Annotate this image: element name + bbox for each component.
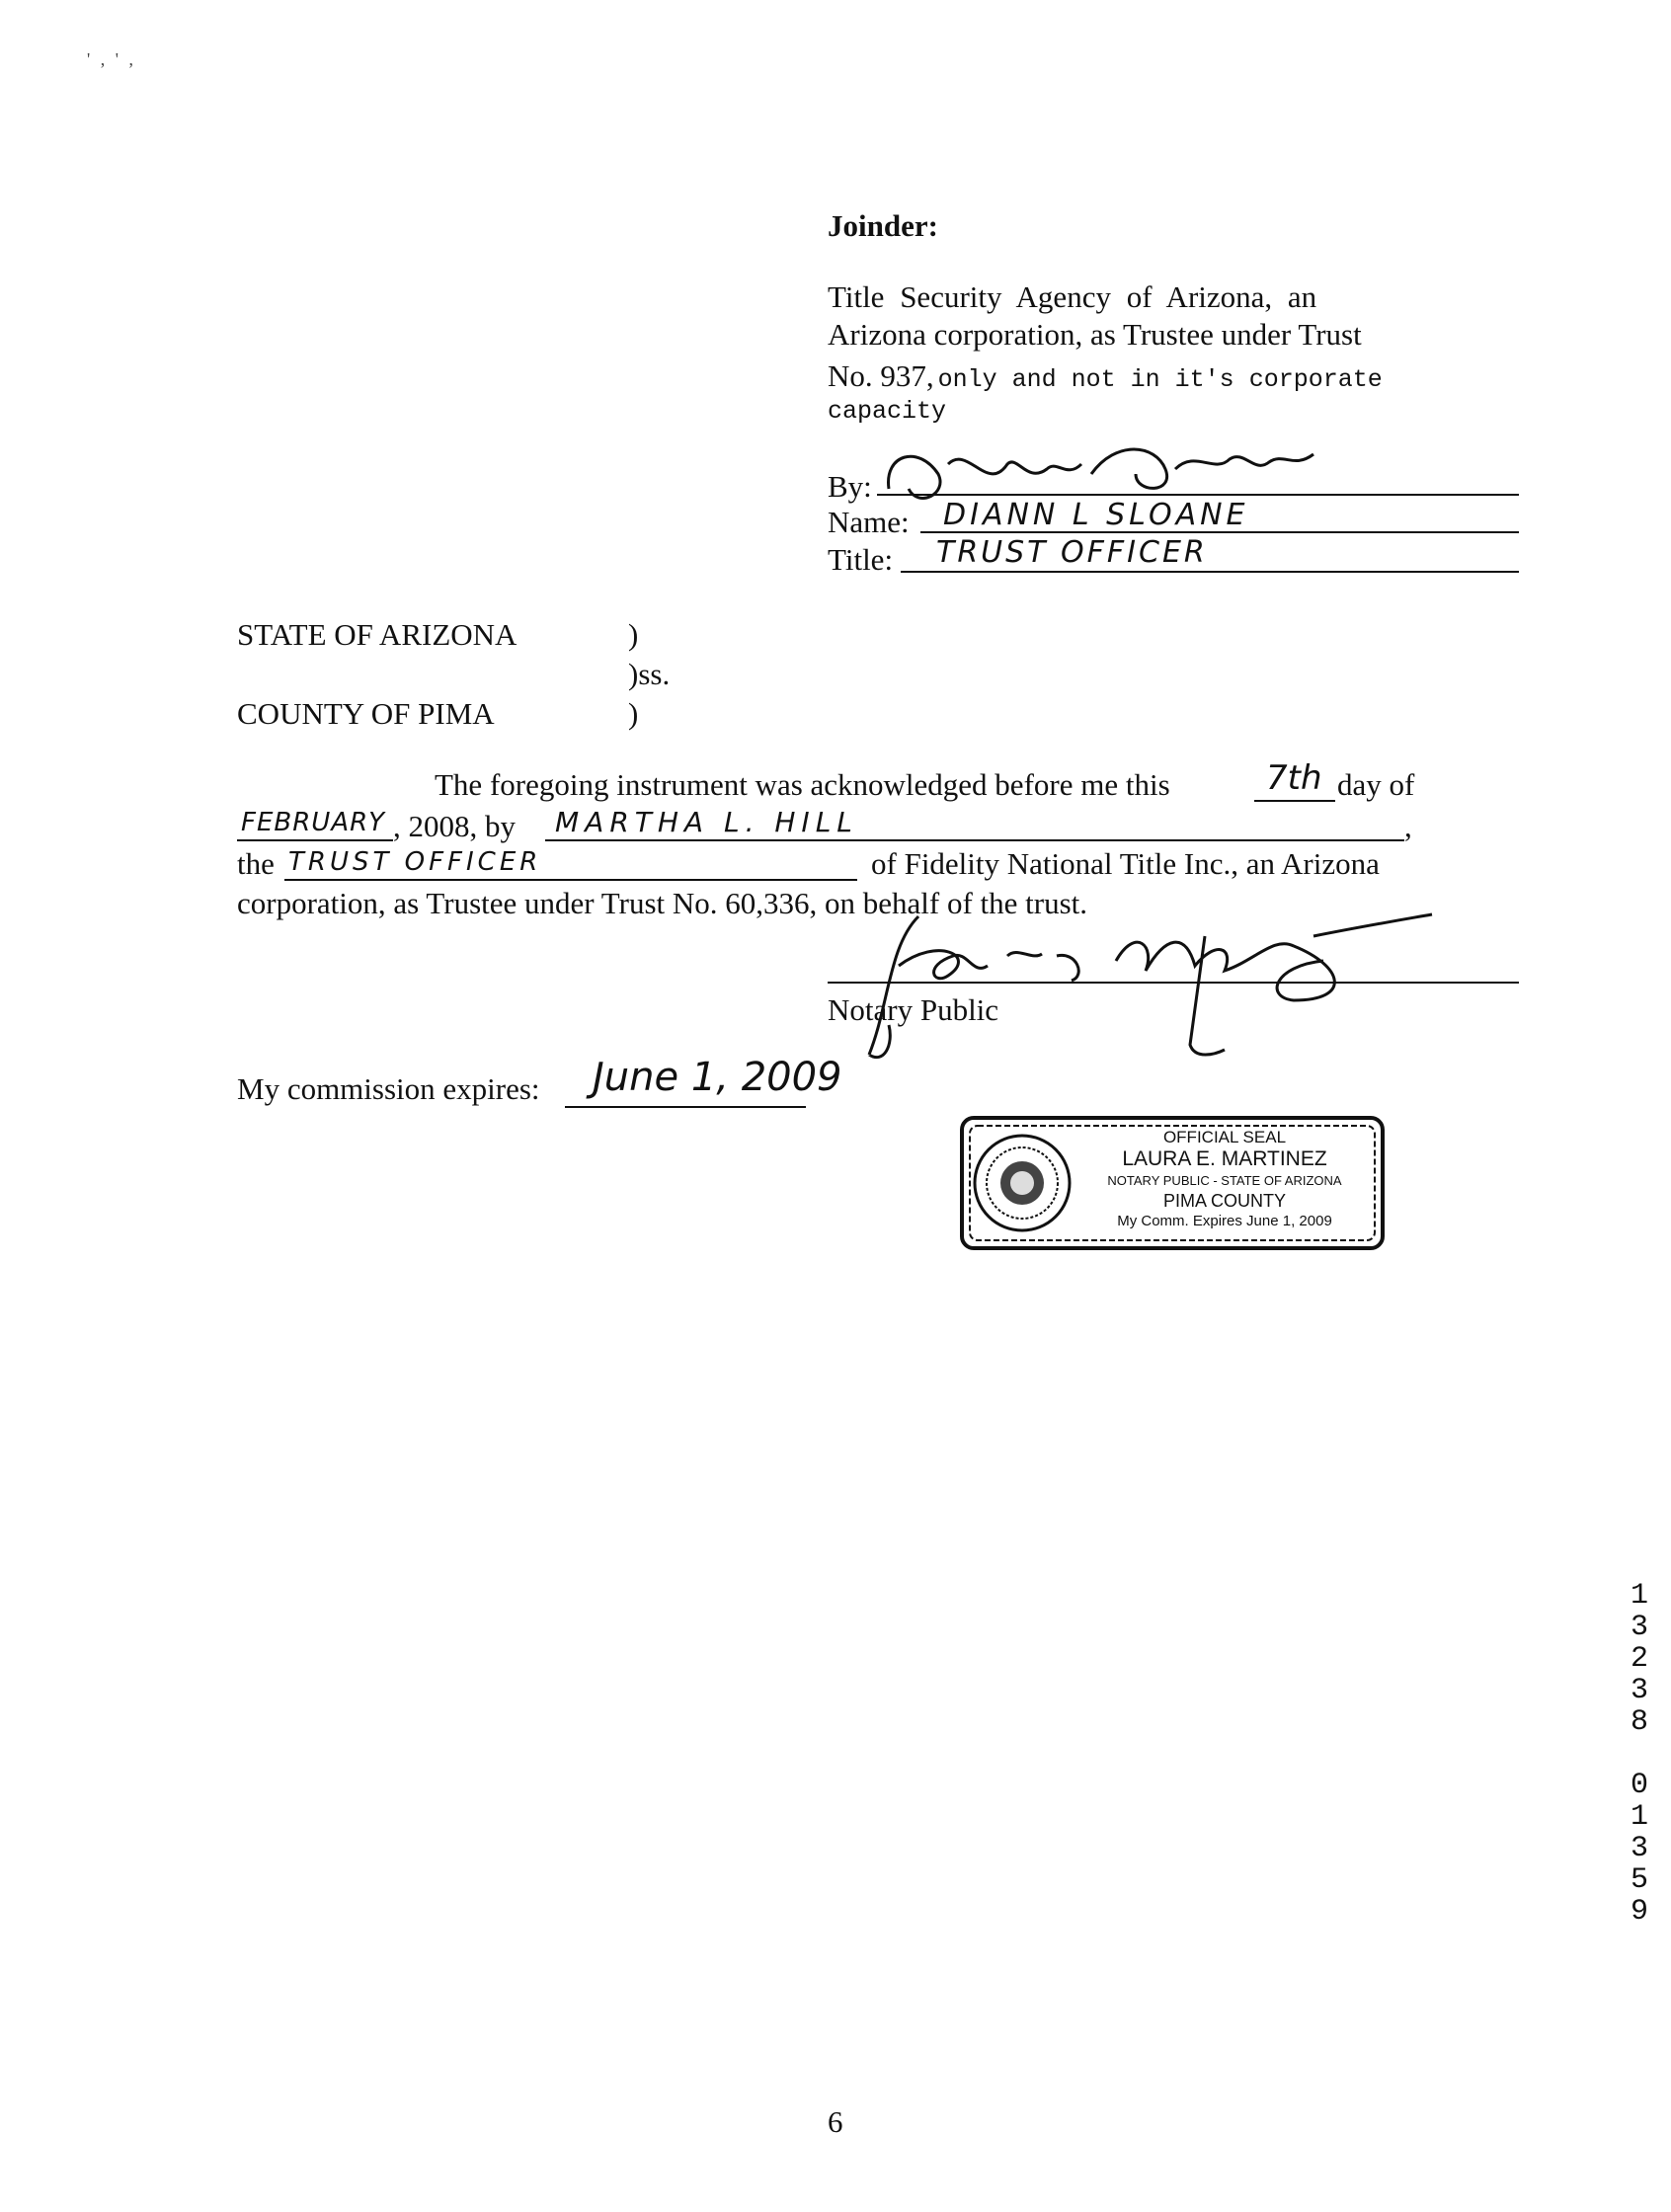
joinder-capacity-typed: only and not in it's corporate bbox=[937, 365, 1383, 394]
joinder-entity-line3 bbox=[828, 357, 1383, 395]
ack-line3-end: of Fidelity National Title Inc., an Arizona bbox=[871, 846, 1380, 881]
side-digit: 3 bbox=[1630, 1674, 1648, 1707]
page-number: 6 bbox=[828, 2104, 843, 2139]
seal-line4: PIMA COUNTY bbox=[1162, 1191, 1286, 1211]
side-digit bbox=[1620, 1738, 1659, 1770]
ack-role-line bbox=[284, 879, 857, 881]
side-digit: 9 bbox=[1630, 1895, 1648, 1929]
ack-line2-mid: , 2008, by bbox=[393, 809, 516, 843]
seal-line1: OFFICIAL SEAL bbox=[1162, 1128, 1287, 1146]
side-digit: 5 bbox=[1630, 1863, 1648, 1897]
venue-county: COUNTY OF PIMA bbox=[237, 696, 495, 731]
venue-paren-2: ) bbox=[628, 696, 639, 731]
title-label: Title: bbox=[828, 542, 894, 577]
name-label: Name: bbox=[828, 505, 910, 539]
ack-month-line bbox=[237, 839, 393, 841]
corner-marks: ' , ' , bbox=[87, 49, 136, 69]
joinder-heading: Joinder: bbox=[828, 208, 938, 243]
side-digit: 1 bbox=[1630, 1579, 1648, 1613]
side-digit: 2 bbox=[1630, 1642, 1648, 1676]
title-handwritten: TRUST OFFICER bbox=[936, 535, 1208, 570]
ack-line4: corporation, as Trustee under Trust No. 60,336, on behalf of the trust. bbox=[237, 886, 1088, 920]
ack-line1-end: day of bbox=[1337, 767, 1415, 802]
ack-line3-start: the bbox=[237, 846, 275, 881]
seal-line5: My Comm. Expires June 1, 2009 bbox=[1117, 1213, 1332, 1229]
commission-label: My commission expires: bbox=[237, 1071, 540, 1106]
ack-line2-end: , bbox=[1404, 809, 1412, 843]
venue-state: STATE OF ARIZONA bbox=[237, 617, 517, 652]
joinder-entity-line2: Arizona corporation, as Trustee under Trust bbox=[828, 317, 1362, 352]
ack-person-handwritten: MARTHA L. HILL bbox=[555, 806, 858, 838]
ack-role-handwritten: TRUST OFFICER bbox=[288, 847, 542, 877]
joinder-entity-line1: Title Security Agency of Arizona, an bbox=[828, 279, 1317, 314]
side-digit: 1 bbox=[1630, 1800, 1648, 1834]
ack-day-line bbox=[1254, 800, 1335, 802]
notary-public-label: Notary Public bbox=[828, 992, 999, 1027]
title-line bbox=[901, 571, 1519, 573]
side-digit: 0 bbox=[1630, 1769, 1648, 1802]
venue-ss: )ss. bbox=[628, 657, 671, 691]
ack-day-handwritten: 7th bbox=[1266, 758, 1322, 798]
ack-month-handwritten: FEBRUARY bbox=[241, 808, 386, 837]
side-recording-number bbox=[1620, 1580, 1659, 1928]
side-digit: 8 bbox=[1630, 1705, 1648, 1739]
joinder-capacity-typed-line2: capacity bbox=[828, 397, 947, 426]
seal-line3: NOTARY PUBLIC - STATE OF ARIZONA bbox=[1107, 1173, 1342, 1188]
name-handwritten: DIANN L SLOANE bbox=[943, 498, 1249, 532]
joinder-trust-number: No. 937, bbox=[828, 358, 934, 393]
seal-line2: LAURA E. MARTINEZ bbox=[1122, 1147, 1327, 1170]
venue-paren-1: ) bbox=[628, 617, 639, 652]
side-digit: 3 bbox=[1630, 1832, 1648, 1865]
commission-line bbox=[565, 1106, 806, 1108]
commission-handwritten: June 1, 2009 bbox=[593, 1055, 842, 1100]
ack-person-line bbox=[545, 839, 1404, 841]
side-digit: 3 bbox=[1630, 1611, 1648, 1644]
notary-seal bbox=[958, 1114, 1387, 1252]
ack-line1-text: The foregoing instrument was acknowledged before me this bbox=[435, 767, 1170, 802]
by-label: By: bbox=[828, 469, 872, 504]
